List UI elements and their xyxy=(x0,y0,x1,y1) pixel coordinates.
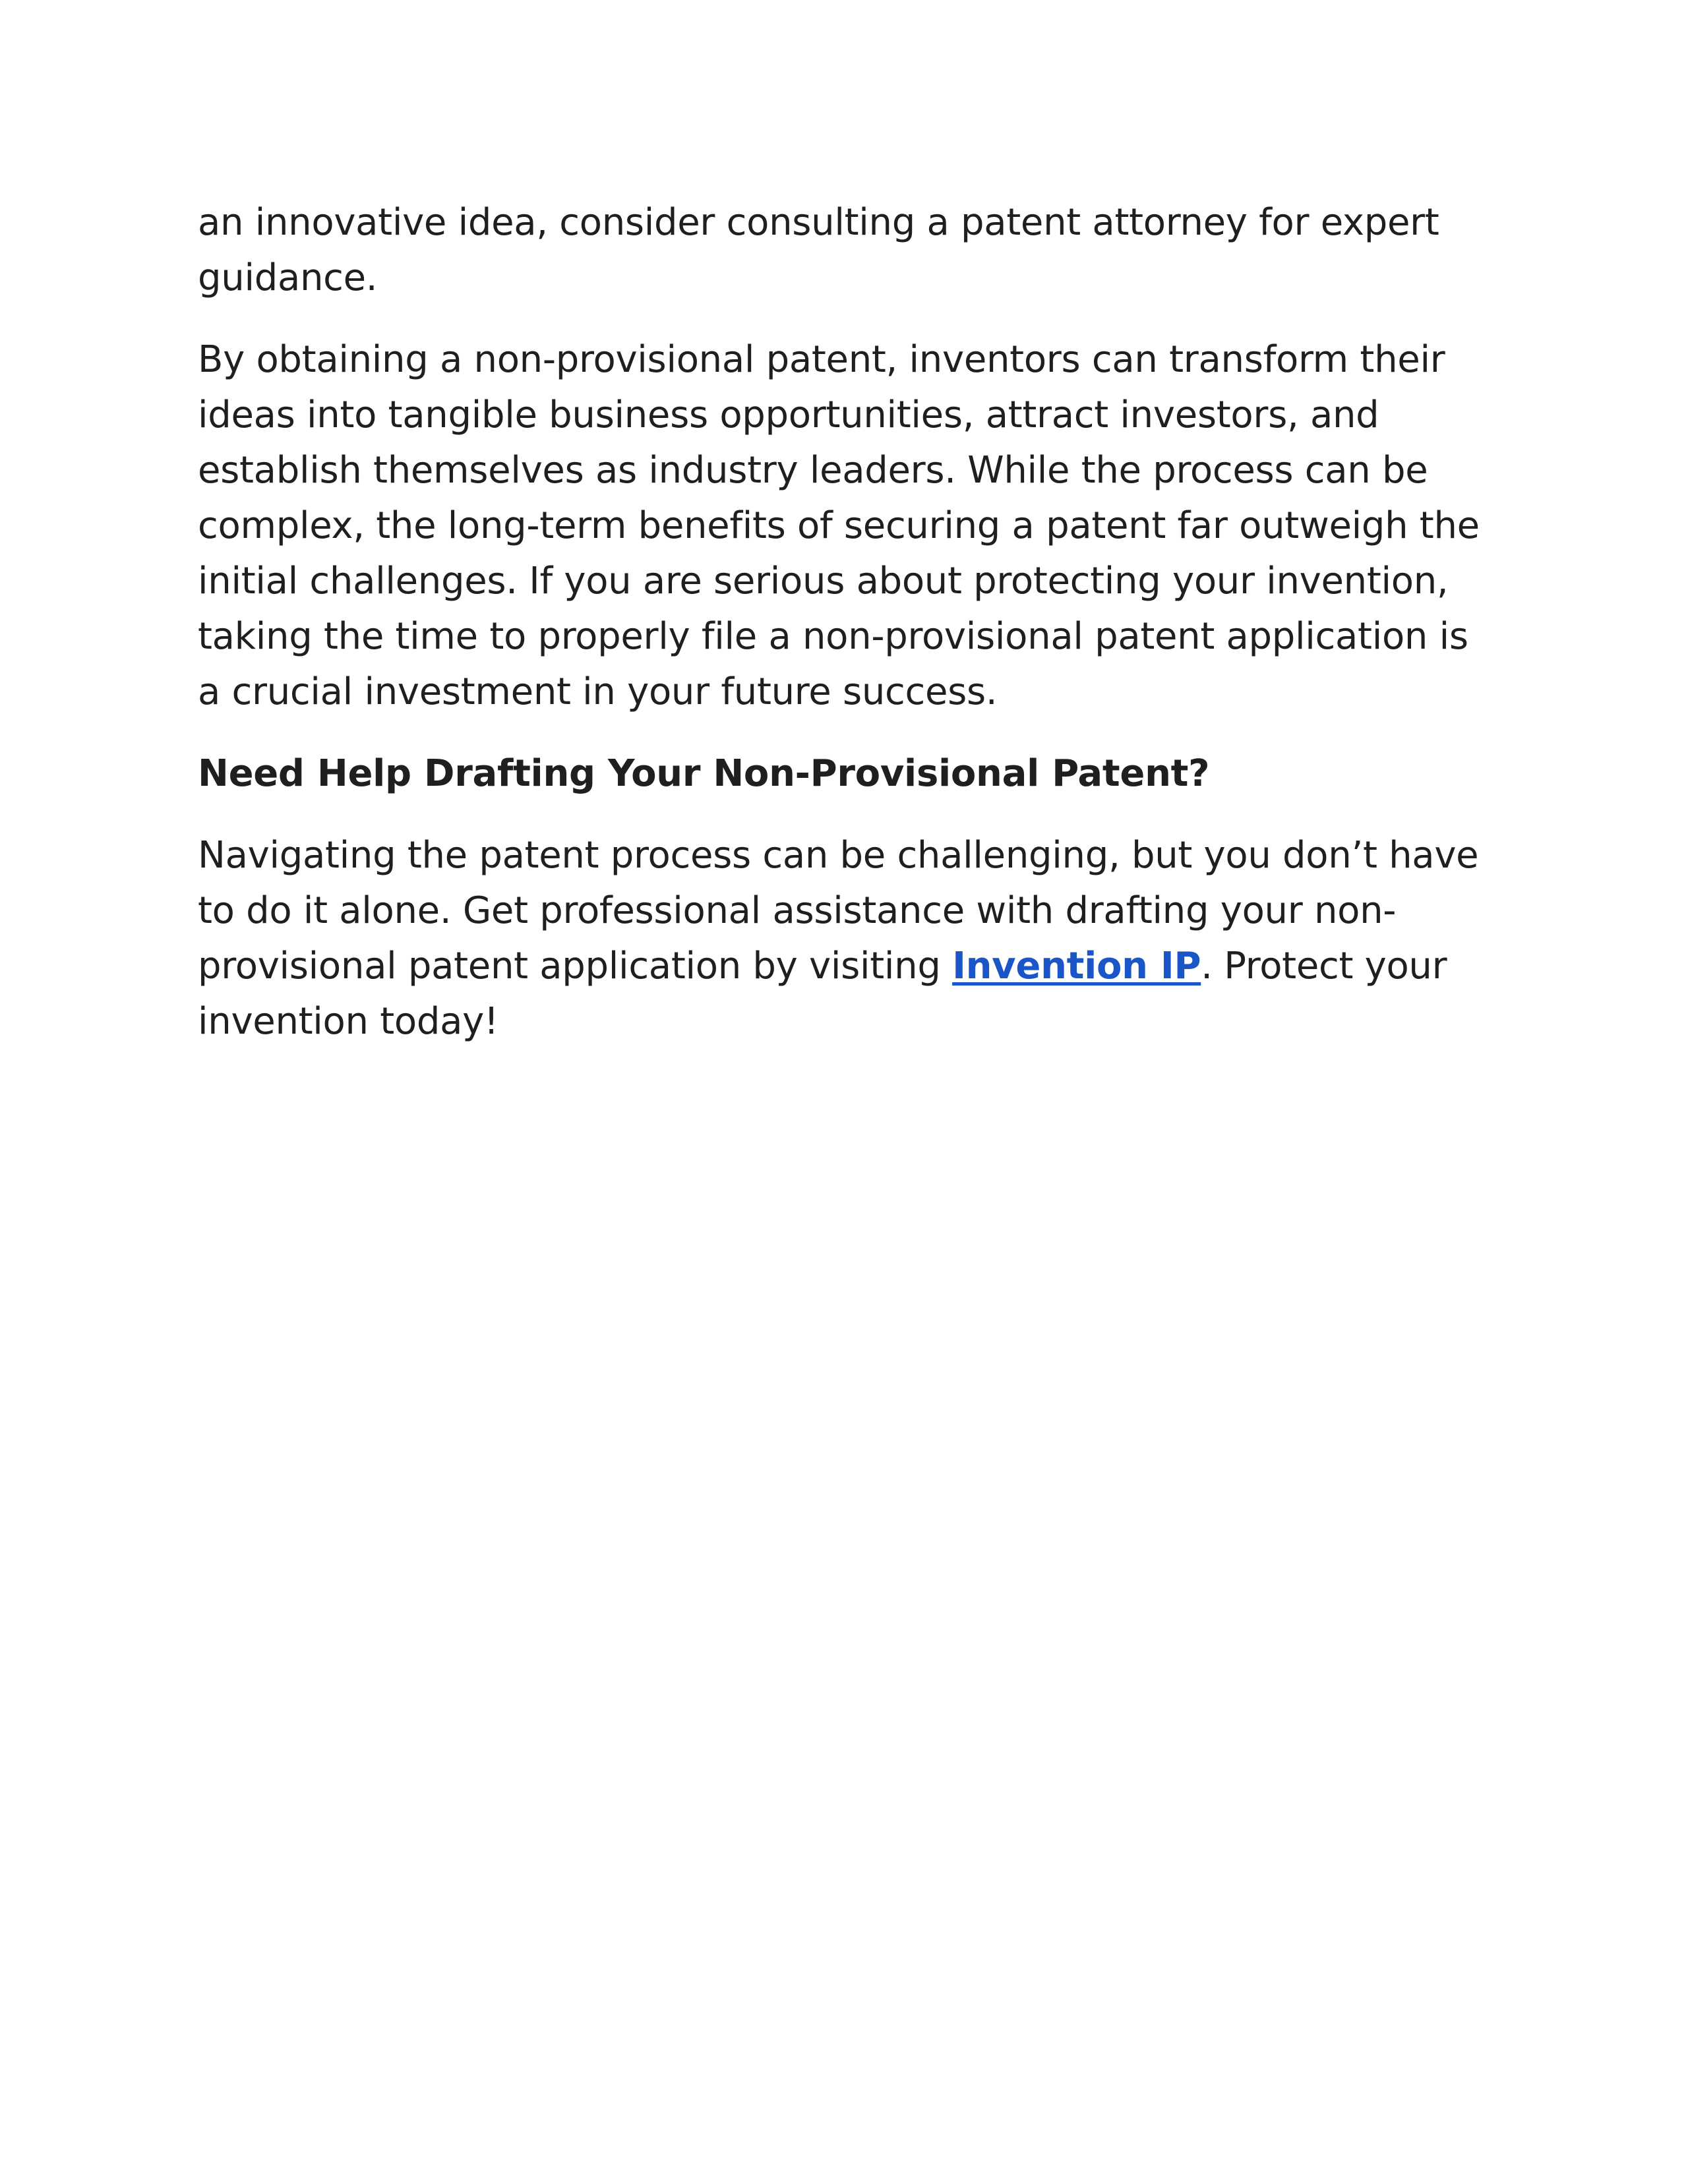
cta-text-before-link: Navigating the patent process can be challenging, but you don’t have to do it alone. Get professional assistance with drafting your non-provisional patent application by visiting xyxy=(198,834,1479,988)
section-heading: Need Help Drafting Your Non-Provisional Patent? xyxy=(198,752,1210,795)
paragraph-call-to-action xyxy=(198,828,1490,1049)
invention-ip-link[interactable]: Invention IP xyxy=(952,945,1201,988)
paragraph-intro-continuation: an innovative idea, consider consulting a patent attorney for expert guidance. xyxy=(198,201,1439,299)
document-page xyxy=(198,195,1490,1049)
cta-text-after-link: . Protect your invention today! xyxy=(198,945,1447,1043)
paragraph-benefits: By obtaining a non-provisional patent, inventors can transform their ideas into tangible business opportunities, attract investors, and establish themselves as industry leaders. While the process can be complex, the long-term benefits of securing a patent far outweigh the initial challenges. If you are serious about protecting your invention, taking the time to properly file a non-provisional patent application is a crucial investment in your future success. xyxy=(198,338,1480,713)
